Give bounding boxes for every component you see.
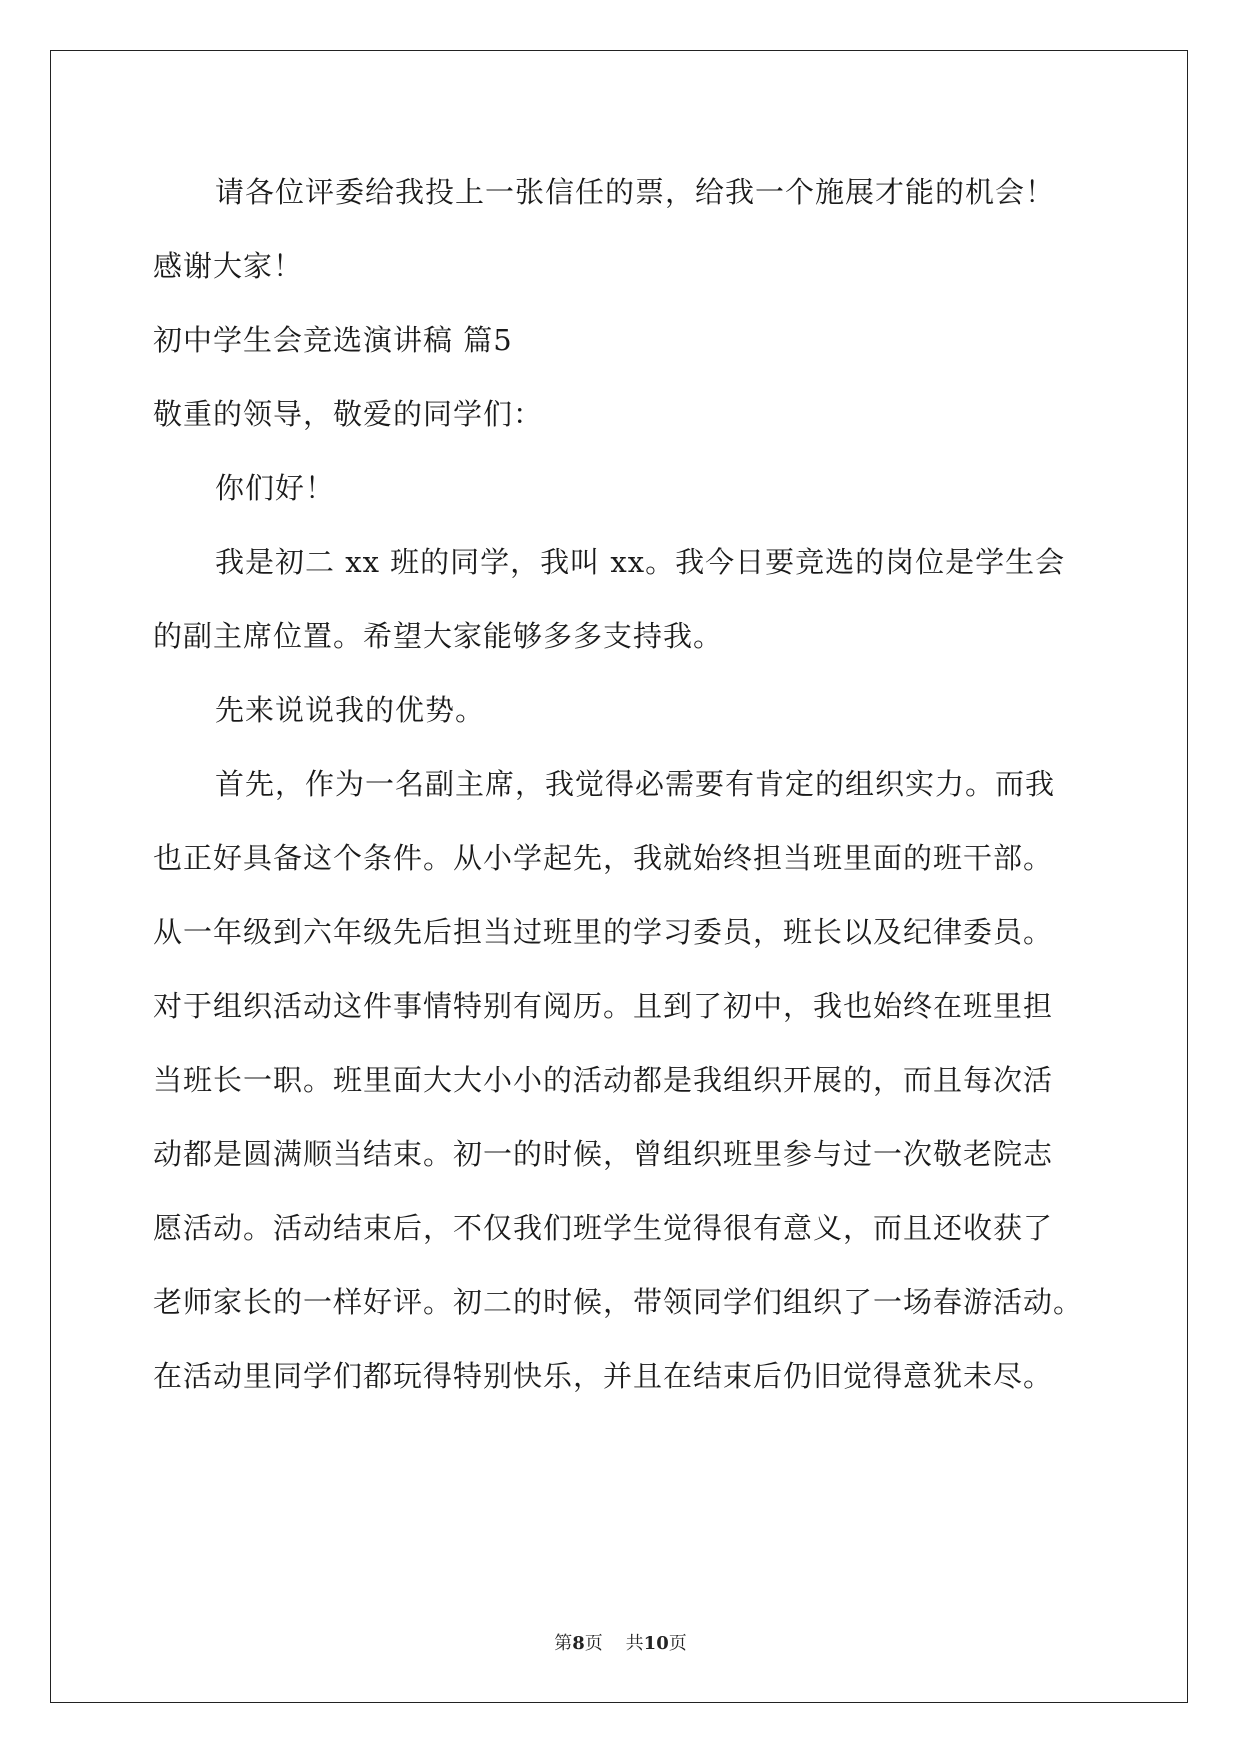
page-number: 8 — [572, 1633, 585, 1654]
text-line-11: 从一年级到六年级先后担当过班里的学习委员，班长以及纪律委员。 — [153, 915, 1054, 949]
text-line-15: 愿活动。活动结束后，不仅我们班学生觉得很有意义，而且还收获了 — [153, 1211, 1054, 1245]
text-line-10: 也正好具备这个条件。从小学起先，我就始终担当班里面的班干部。 — [153, 841, 1054, 875]
text-line-13: 当班长一职。班里面大大小小的活动都是我组织开展的，而且每次活 — [153, 1063, 1054, 1097]
text-line-17: 在活动里同学们都玩得特别快乐，并且在结束后仍旧觉得意犹未尽。 — [153, 1359, 1054, 1393]
text-line-14: 动都是圆满顺当结束。初一的时候，曾组织班里参与过一次敬老院志 — [153, 1137, 1054, 1171]
text-line-2: 感谢大家！ — [153, 249, 304, 283]
page-suffix: 页 — [584, 1633, 603, 1654]
text-line-7: 的副主席位置。希望大家能够多多支持我。 — [153, 619, 724, 653]
page-prefix: 第 — [554, 1633, 573, 1654]
text-line-9: 首先，作为一名副主席，我觉得必需要有肯定的组织实力。而我 — [215, 767, 1056, 801]
total-prefix: 共 — [625, 1633, 644, 1654]
greeting: 你们好！ — [215, 471, 336, 505]
text-line-6: 我是初二 xx 班的同学，我叫 xx。我今日要竞选的岗位是学生会 — [215, 545, 1066, 579]
section-heading: 初中学生会竞选演讲稿 篇5 — [153, 323, 513, 357]
total-pages: 10 — [643, 1633, 669, 1654]
text-line-16: 老师家长的一样好评。初二的时候，带领同学们组织了一场春游活动。 — [153, 1285, 1084, 1319]
text-line-8: 先来说说我的优势。 — [215, 693, 486, 727]
page-footer — [0, 1632, 1241, 1656]
text-line-1: 请各位评委给我投上一张信任的票，给我一个施展才能的机会！ — [215, 175, 1056, 209]
text-line-12: 对于组织活动这件事情特别有阅历。且到了初中，我也始终在班里担 — [153, 989, 1054, 1023]
salutation: 敬重的领导，敬爱的同学们： — [153, 397, 544, 431]
total-suffix: 页 — [668, 1633, 687, 1654]
